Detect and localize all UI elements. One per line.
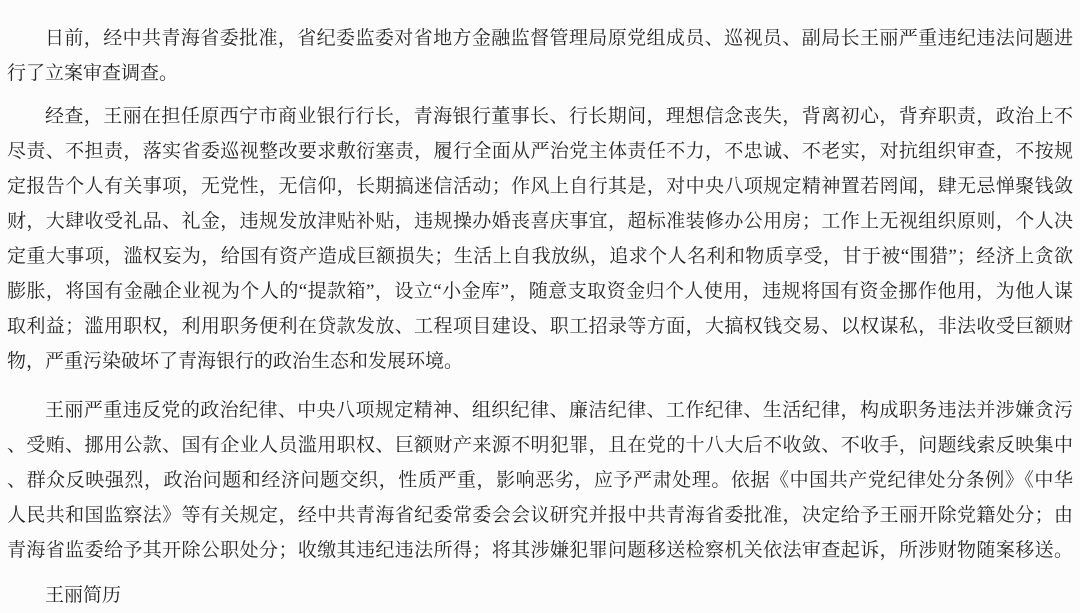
text-line: 财，大肆收受礼品、礼金，违规发放津贴补贴，违规操办婚丧喜庆事宜，超标准装修办公用房；工作上无视组织原则，个人决 [7,211,1073,232]
text-line: 日前，经中共青海省委批准，省纪委监委对省地方金融监督管理局原党组成员、巡视员、副局长王丽严重违纪违法问题进 [45,28,1073,49]
text-line: 定报告个人有关事项，无党性，无信仰，长期搞迷信活动；作风上自行其是，对中央八项规定精神置若罔闻，肆无忌惮聚钱敛 [7,176,1073,197]
text-line: 、受贿、挪用公款、国有企业人员滥用职权、巨额财产来源不明犯罪，且在党的十八大后不收敛、不收手，问题线索反映集中 [7,435,1073,456]
text-line: 膨胀，将国有金融企业视为个人的“提款箱”，设立“小金库”，随意支取资金归个人使用，违规将国有资金挪作他用，为他人谋 [7,281,1073,302]
text-line: 行了立案审查调查。 [7,63,179,84]
text-line: 青海省监委给予其开除公职处分；收缴其违纪违法所得；将其涉嫌犯罪问题移送检察机关依法审查起诉，所涉财物随案移送。 [7,540,1073,561]
text-line: 定重大事项，滥权妄为，给国有资产造成巨额损失；生活上自我放纵，追求个人名利和物质享受，甘于被“围猎”；经济上贪欲 [7,246,1073,267]
text-line: 、群众反映强烈，政治问题和经济问题交织，性质严重，影响恶劣，应予严肃处理。依据《中国共产党纪律处分条例》《中华 [7,470,1073,491]
paragraph [7,393,1073,568]
text-line: 经查，王丽在担任原西宁市商业银行行长，青海银行董事长、行长期间，理想信念丧失，背离初心，背弃职责，政治上不 [45,106,1073,127]
text-line: 尽责、不担责，落实省委巡视整改要求敷衍塞责，履行全面从严治党主体责任不力，不忠诚、不老实，对抗组织审查，不按规 [7,141,1073,162]
paragraph [7,99,1073,379]
text-line: 人民共和国监察法》等有关规定，经中共青海省纪委常委会会议研究并报中共青海省委批准，决定给予王丽开除党籍处分；由 [7,505,1073,526]
text-line: 王丽严重违反党的政治纪律、中央八项规定精神、组织纪律、廉洁纪律、工作纪律、生活纪律，构成职务违法并涉嫌贪污 [45,400,1073,421]
paragraph [7,21,1073,91]
partial-bottom-line: 王丽简历 [45,585,122,606]
text-line: 物，严重污染破坏了青海银行的政治生态和发展环境。 [7,351,464,372]
text-line: 取利益；滥用职权，利用职务便利在贷款发放、工程项目建设、职工招录等方面，大搞权钱交易、以权谋私，非法收受巨额财 [7,316,1073,337]
